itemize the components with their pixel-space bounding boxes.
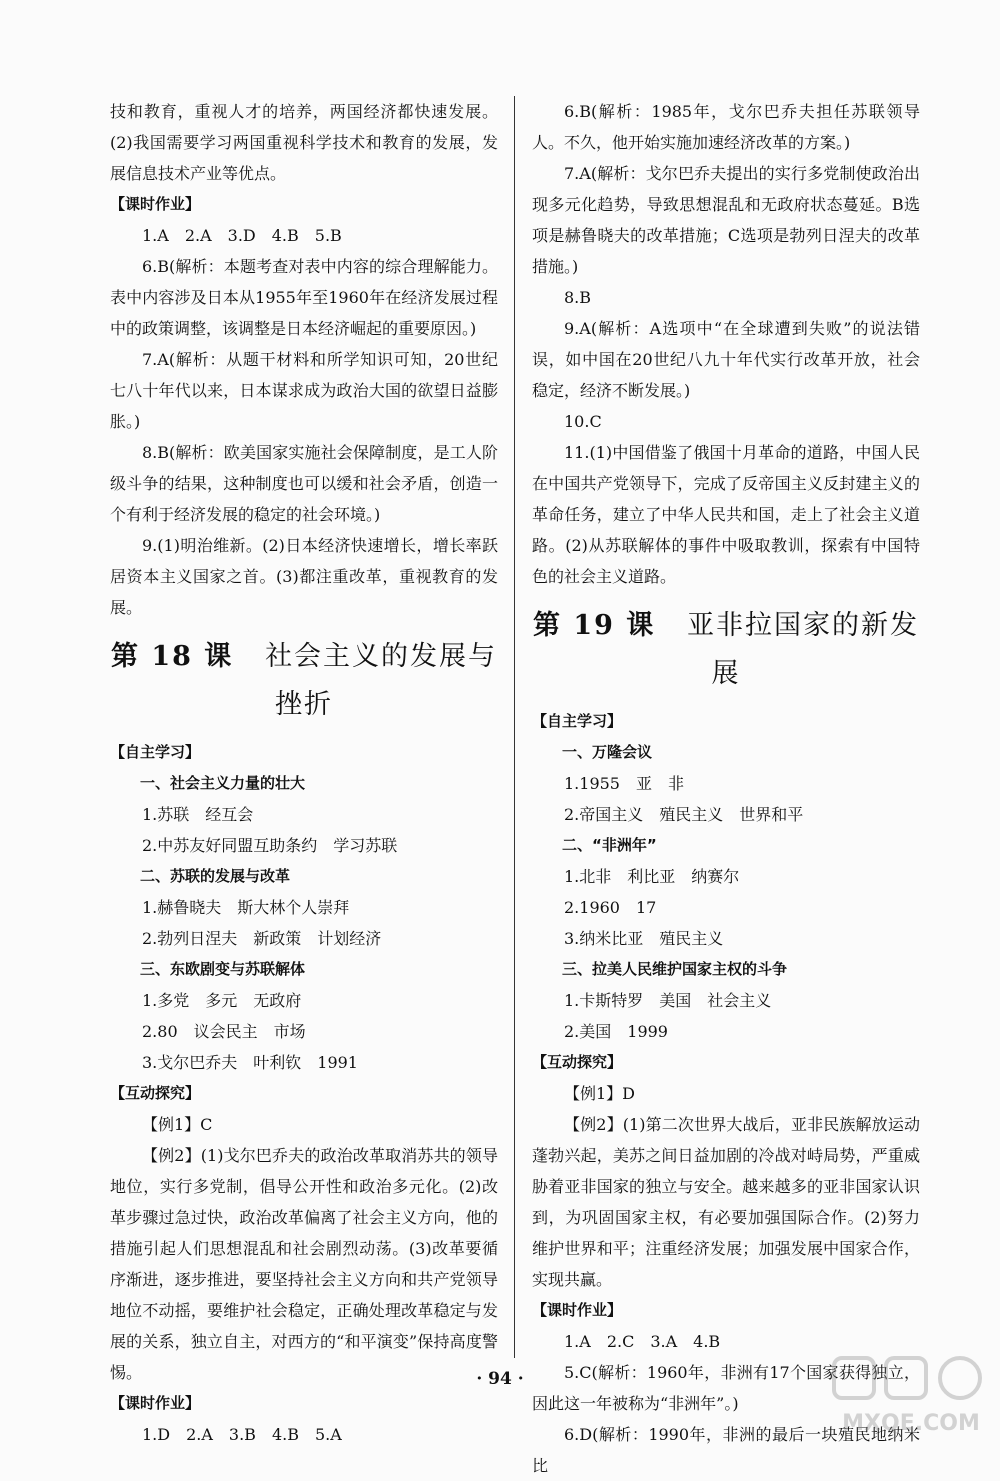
answer-line: 3.戈尔巴乔夫 叶利钦 1991 xyxy=(142,1053,358,1072)
answer-9: 9.(1)明治维新。(2)日本经济快速增长，增长率跃居资本主义国家之首。(3)都注重改革，重视教育的发展。 xyxy=(110,536,498,617)
lesson-title: 亚非拉国家的新发展 xyxy=(687,610,920,689)
answer-line: 1.苏联 经互会 xyxy=(142,805,254,824)
answer-8: 8.B xyxy=(564,288,592,307)
intro-paragraph: 技和教育，重视人才的培养，两国经济都快速发展。(2)我国需要学习两国重视科学技术和教育的发展，发展信息技术产业等优点。 xyxy=(110,102,498,183)
answer-line: 2.1960 17 xyxy=(564,898,657,917)
homework-answers: 1.D 2.A 3.B 4.B 5.A xyxy=(142,1425,342,1444)
answer-7: 7.A(解析：从题干材料和所学知识可知，20世纪七八十年代以来，日本谋求成为政治大国的欲望日益膨胀。) xyxy=(110,350,498,431)
answer-5: 5.C(解析：1960年，非洲有17个国家获得独立，因此这一年被称为“非洲年”。) xyxy=(532,1363,920,1413)
answer-line: 2.美国 1999 xyxy=(564,1022,668,1041)
watermark-logo xyxy=(826,1352,996,1440)
column-divider xyxy=(514,96,515,1358)
answer-line: 1.1955 亚 非 xyxy=(564,774,684,793)
example-1: 【例1】C xyxy=(142,1115,213,1134)
answer-line: 2.80 议会民主 市场 xyxy=(142,1022,306,1041)
answer-9: 9.A(解析：A选项中“在全球遭到失败”的说法错误，如中国在20世纪八九十年代实行改革开放，社会稳定，经济不断发展。) xyxy=(532,319,920,400)
answer-6: 6.B(解析：1985年，戈尔巴乔夫担任苏联领导人。不久，他开始实施加速经济改革的方案。) xyxy=(532,102,920,152)
answer-6b: 6.D(解析：1990年，非洲的最后一块殖民地纳米比 xyxy=(532,1425,920,1475)
answer-line: 2.勃列日涅夫 新政策 计划经济 xyxy=(142,929,382,948)
homework-tag: 【课时作业】 xyxy=(110,195,201,213)
lesson-18-heading xyxy=(110,633,498,729)
answer-line: 3.纳米比亚 殖民主义 xyxy=(564,929,724,948)
interactive-tag: 【互动探究】 xyxy=(110,1084,201,1102)
section-title: 二、苏联的发展与改革 xyxy=(140,867,291,885)
answer-7: 7.A(解析：戈尔巴乔夫提出的实行多党制使政治出现多元化趋势，导致思想混乱和无政府状态蔓延。B选项是赫鲁晓夫的改革措施；C选项是勃列日涅夫的改革措施。) xyxy=(532,164,920,276)
section-title: 三、拉美人民维护国家主权的斗争 xyxy=(562,960,788,978)
answer-line: 1.北非 利比亚 纳赛尔 xyxy=(564,867,740,886)
lesson-19-heading xyxy=(532,602,920,698)
answer-11: 11.(1)中国借鉴了俄国十月革命的道路，中国人民在中国共产党领导下，完成了反帝国主义反封建主义的革命任务，建立了中华人民共和国，走上了社会主义道路。(2)从苏联解体的事件中吸取教训，探索有中国特色的社会主义道路。 xyxy=(532,443,920,586)
example-2: 【例2】(1)戈尔巴乔夫的政治改革取消苏共的领导地位，实行多党制，倡导公开性和政治多元化。(2)改革步骤过急过快，政治改革偏离了社会主义方向，他的措施引起人们思想混乱和社会剧烈动荡。(3)改革要循序渐进，逐步推进，要坚持社会主义方向和共产党领导地位不动摇，要维护社会稳定，正确处理改革稳定与发展的关系，独立自主，对西方的“和平演变”保持高度警惕。 xyxy=(110,1146,498,1382)
interactive-tag: 【互动探究】 xyxy=(532,1053,623,1071)
homework-answers: 1.A 2.A 3.D 4.B 5.B xyxy=(142,226,342,245)
answer-6: 6.B(解析：本题考查对表中内容的综合理解能力。表中内容涉及日本从1955年至1960年在经济发展过程中的政策调整，该调整是日本经济崛起的重要原因。) xyxy=(110,257,498,338)
lesson-number: 第 19 课 xyxy=(532,610,656,641)
self-study-tag: 【自主学习】 xyxy=(110,743,201,761)
answer-line: 1.卡斯特罗 美国 社会主义 xyxy=(564,991,772,1010)
watermark-text: MXQE.COM xyxy=(842,1411,980,1436)
answer-line: 1.多党 多元 无政府 xyxy=(142,991,302,1010)
page-number: · 94 · xyxy=(476,1369,524,1389)
example-1: 【例1】D xyxy=(564,1084,636,1103)
answer-line: 2.帝国主义 殖民主义 世界和平 xyxy=(564,805,804,824)
watermark-icon xyxy=(826,1352,996,1440)
answer-line: 1.赫鲁晓夫 斯大林个人崇拜 xyxy=(142,898,350,917)
example-2: 【例2】(1)第二次世界大战后，亚非民族解放运动蓬勃兴起，美苏之间日益加剧的冷战对峙局势，严重威胁着亚非国家的独立与安全。越来越多的亚非国家认识到，为巩固国家主权，有必要加强国际合作。(2)努力维护世界和平；注重经济发展；加强发展中国家合作，实现共赢。 xyxy=(532,1115,920,1289)
self-study-tag: 【自主学习】 xyxy=(532,712,623,730)
answer-8: 8.B(解析：欧美国家实施社会保障制度，是工人阶级斗争的结果，这种制度也可以缓和社会矛盾，创造一个有利于经济发展的稳定的社会环境。) xyxy=(110,443,498,524)
lesson-number: 第 18 课 xyxy=(110,641,234,672)
homework-tag: 【课时作业】 xyxy=(532,1301,623,1319)
section-title: 三、东欧剧变与苏联解体 xyxy=(140,960,306,978)
section-title: 一、社会主义力量的壮大 xyxy=(140,774,306,792)
answer-line: 2.中苏友好同盟互助条约 学习苏联 xyxy=(142,836,398,855)
homework-tag: 【课时作业】 xyxy=(110,1394,201,1412)
section-title: 一、万隆会议 xyxy=(562,743,653,761)
section-title: 二、“非洲年” xyxy=(562,836,657,854)
answer-10: 10.C xyxy=(564,412,602,431)
lesson-title: 社会主义的发展与挫折 xyxy=(265,641,498,720)
left-column xyxy=(110,96,498,1444)
homework-answers: 1.A 2.C 3.A 4.B xyxy=(564,1332,721,1351)
